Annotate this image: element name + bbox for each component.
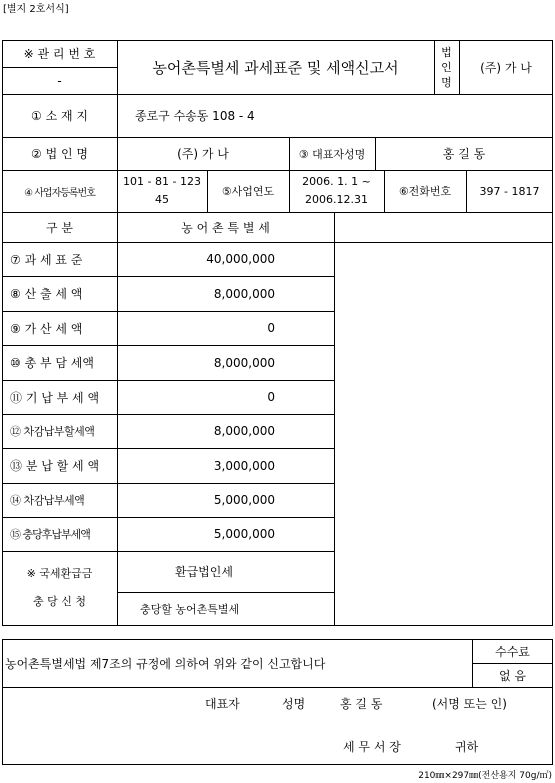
mgmt-number-value: - <box>57 73 62 88</box>
rep-name-label: ③ 대표자성명 <box>298 147 366 161</box>
row-value-tax-base: 40,000,000 <box>206 252 275 266</box>
row-label-total-tax: ⑩ 총 부 담 세액 <box>10 356 94 370</box>
row-label-net-paid: ⑭ 차감납부세액 <box>10 494 85 507</box>
row-label-tax-base: ⑦ 과 세 표 준 <box>10 252 83 267</box>
corp-name-header-value: (주) 가 나 <box>480 60 532 75</box>
row-value-computed-tax: 8,000,000 <box>213 286 275 301</box>
row-label-net-payable: ⑫ 차감납부할세액 <box>10 425 95 438</box>
row-value-net-payable: 8,000,000 <box>213 424 275 438</box>
corp-name-label: ② 법 인 명 <box>31 147 88 161</box>
row-value-installment: 3,000,000 <box>213 458 275 473</box>
refund-item-corp-tax: 환급법인세 <box>175 565 233 579</box>
mgmt-number-label: ※ 관 리 번 호 <box>23 47 96 61</box>
col-category-header: 구 분 <box>46 220 73 235</box>
fiscal-year-label: ⑤사업연도 <box>221 185 275 198</box>
row-value-penalty-tax: 0 <box>267 321 275 335</box>
form-tag: [별지 2호서식] <box>3 3 69 15</box>
row-label-computed-tax: ⑧ 산 출 세 액 <box>10 287 83 301</box>
corp-name-value: (주) 가 나 <box>177 147 229 161</box>
col-tax-header: 농 어 촌 특 별 세 <box>181 220 270 235</box>
row-label-installment: ⑬ 분 납 할 세 액 <box>10 459 100 473</box>
signature-field[interactable]: (서명 또는 인) <box>432 696 507 711</box>
row-label-after-offset: ⑮ 충당후납부세액 <box>10 528 90 541</box>
fiscal-year-value: 2006. 1. 1 ~ 2006.12.31 <box>302 175 371 206</box>
location-label: ① 소 재 지 <box>31 109 88 123</box>
refund-request-label-2: 충 당 신 청 <box>33 595 86 608</box>
refund-item-rural-tax: 충당할 농어촌특별세 <box>140 603 240 616</box>
signer-name: 홍 길 동 <box>340 696 383 711</box>
row-value-net-paid: 5,000,000 <box>213 493 275 507</box>
honorific: 귀하 <box>455 739 479 754</box>
row-value-total-tax: 8,000,000 <box>213 355 275 370</box>
fee-value: 없 음 <box>499 668 526 683</box>
refund-request-label-1: ※ 국세환급금 <box>26 567 93 580</box>
rep-name-value: 홍 길 동 <box>442 147 486 161</box>
biz-reg-no-value: 101 - 81 - 123 45 <box>123 175 201 206</box>
name-label: 성명 <box>282 696 306 711</box>
phone-label: ⑥전화번호 <box>398 185 452 198</box>
signer-label: 대표자 <box>205 696 240 711</box>
corp-name-header-label: 법 인 명 <box>441 45 452 89</box>
row-value-prepaid-tax: 0 <box>267 390 275 404</box>
row-label-penalty-tax: ⑨ 가 산 세 액 <box>10 321 83 336</box>
paper-spec-footer: 210㎜×297㎜(전산용지 70g/㎡) <box>418 770 552 781</box>
location-value: 종로구 수송동 108 - 4 <box>135 109 255 123</box>
biz-reg-no-label: ④ 사업자등록번호 <box>24 187 95 199</box>
row-value-after-offset: 5,000,000 <box>213 527 275 541</box>
fee-label: 수수료 <box>495 644 530 659</box>
phone-value: 397 - 1817 <box>479 184 540 198</box>
tax-office-name: 세 무 서 장 <box>343 739 401 754</box>
form-title: 농어촌특별세 과세표준 및 세액신고서 <box>152 58 399 77</box>
row-label-prepaid-tax: ⑪ 기 납 부 세 액 <box>10 390 100 405</box>
declaration-text: 농어촌특별세법 제7조의 규정에 의하여 위와 같이 신고합니다 <box>5 656 326 671</box>
